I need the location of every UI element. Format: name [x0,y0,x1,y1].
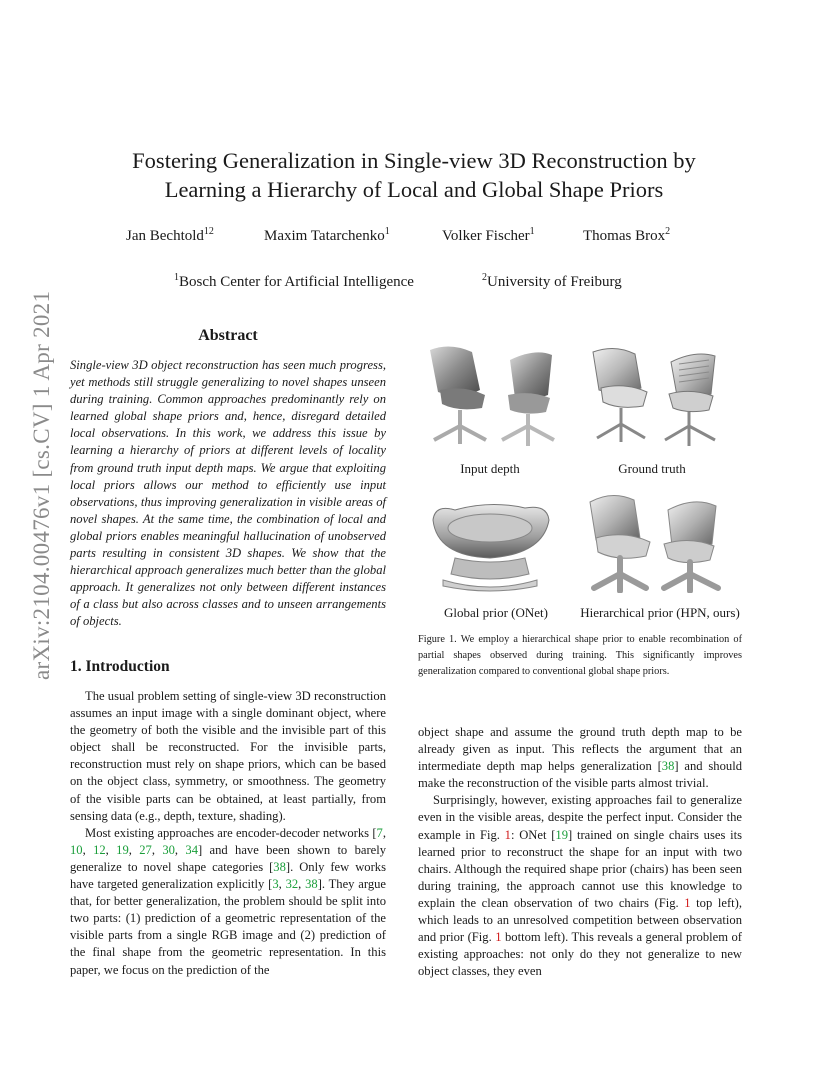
citation-link[interactable]: 3 [272,877,279,892]
citation-link[interactable]: 12 [93,842,106,857]
intro-paragraph-1: The usual problem setting of single-view 3D reconstruction assumes an input image with a single dominant object, where the geometry of both the visible and the invisible part of this object shall be reconstructed. For the invisible parts, reconstruction must rely on shape priors, which can be based on the object class, symmetry, or smoothness. The geometry of the visible parts can be obtained, at least partially, from sensing data (e.g., depth, texture, shading). [70,689,386,823]
affiliation-list [0,274,828,298]
intro-paragraph-2: Most existing approaches are encoder-decoder networks [7, 10, 12, 19, 27, 30, 34] and have been shown to barely generalize to novel shape categories [38]. Only few works have targeted generalization explicitly [3, 32, 38]. They argue that, for better generalization, the problem should be split into two parts: (1) prediction of a geometric representation of the visible parts from a single RGB image and (2) prediction of the final shape from the geometric representation. In this paper, we focus on the prediction of the [70,825,387,977]
affiliation-2: $^2$University of Freiburg [482,272,622,290]
right-paragraph-2: Surprisingly, however, existing approaches fail to generalize even in the visible areas, despite the perfect input. Consider the example in Fig. 1: ONet [19] trained on single chairs uses its learned prior to reconstruct the shape for an input with two chairs. Although the required shape prior (chairs) has been seen during training, the approach cannot use this knowledge to explain the clean observation of two chairs (Fig. 1 top left), which leads to an unresolved competition between observation and prior (Fig. 1 bottom left). This reveals a general problem of existing approaches: not only do they not generalize to new object classes, they even [418,793,743,979]
title-line-1: Fostering Generalization in Single-view 3D Reconstruction by [132,148,696,173]
arxiv-stamp: arXiv:2104.00476v1 [cs.CV] 1 Apr 2021 [29,290,54,680]
figure-link[interactable]: 1 [684,895,691,910]
figure-link[interactable]: 1 [504,827,511,842]
figure-caption: Figure 1. We employ a hierarchical shape prior to enable recombination of partial shapes observed during training. This significantly improves generalization compared to conventional global shape priors. [418,634,742,677]
citation-link[interactable]: 19 [116,842,129,857]
abstract-heading: Abstract [198,327,258,344]
introduction-heading: 1. Introduction [70,658,170,675]
paper-title [60,146,768,204]
global-prior-image [425,498,555,593]
citation-link[interactable]: 7 [376,825,383,840]
intro-right-column [418,724,742,980]
affiliation-1: $^1$Bosch Center for Artificial Intelligence [174,272,414,290]
citation-link[interactable]: 32 [285,877,299,892]
author-2: Maxim Tatarchenko$^1$ [264,226,390,244]
figure-label-input-depth: Input depth [460,461,520,476]
abstract-text: Single-view 3D object reconstruction has seen much progress, yet methods still struggle generalizing to novel shapes unseen during training. Common approaches predominantly rely on learned global shape priors and, hence, disregard detailed local observations. In this work, we address this issue by learning a hierarchy of priors at different levels of locality from ground truth input depth maps. We argue that exploiting local priors allows our method to efficiently use input observations, thus improving generalization in visible areas of novel shapes. At the same time, the combination of local and global priors enables meaningful hallucination of unobserved parts resulting in consistent 3D shapes. We show that the hierarchical approach generalizes much better than the global approach. It generalizes not only between different instances of a class but also across classes and to unseen arrangements of objects. [70,358,386,629]
ground-truth-image [585,340,725,452]
citation-link[interactable]: 27 [139,842,152,857]
author-1: Jan Bechtold$^{12}$ [126,226,214,244]
citation-link[interactable]: 38 [661,759,675,774]
citation-link[interactable]: 19 [555,827,569,842]
citation-link[interactable]: 38 [305,877,318,892]
figure-label-hierarchical-prior: Hierarchical prior (HPN, ours) [580,605,740,620]
hierarchical-prior-image [580,488,725,593]
citation-link[interactable]: 30 [162,842,175,857]
figure-label-global-prior: Global prior (ONet) [444,605,548,620]
input-depth-image [420,340,560,452]
right-paragraph-1: object shape and assume the ground truth depth map to be already given as input. This reflects the argument that an intermediate depth map helps generalization [38] and should make the reconstruction of the visible parts almost trivial. [418,725,742,791]
intro-left-column [70,688,386,979]
citation-link[interactable]: 34 [185,842,198,857]
figure-label-ground-truth: Ground truth [618,461,686,476]
figure-link[interactable]: 1 [495,930,502,945]
citation-link[interactable]: 10 [70,842,83,857]
author-3: Volker Fischer$^1$ [442,226,535,244]
title-line-2: Learning a Hierarchy of Local and Global Shape Priors [164,177,664,202]
author-list [0,228,828,252]
citation-link[interactable]: 38 [273,859,286,874]
author-4: Thomas Brox$^2$ [583,226,671,244]
